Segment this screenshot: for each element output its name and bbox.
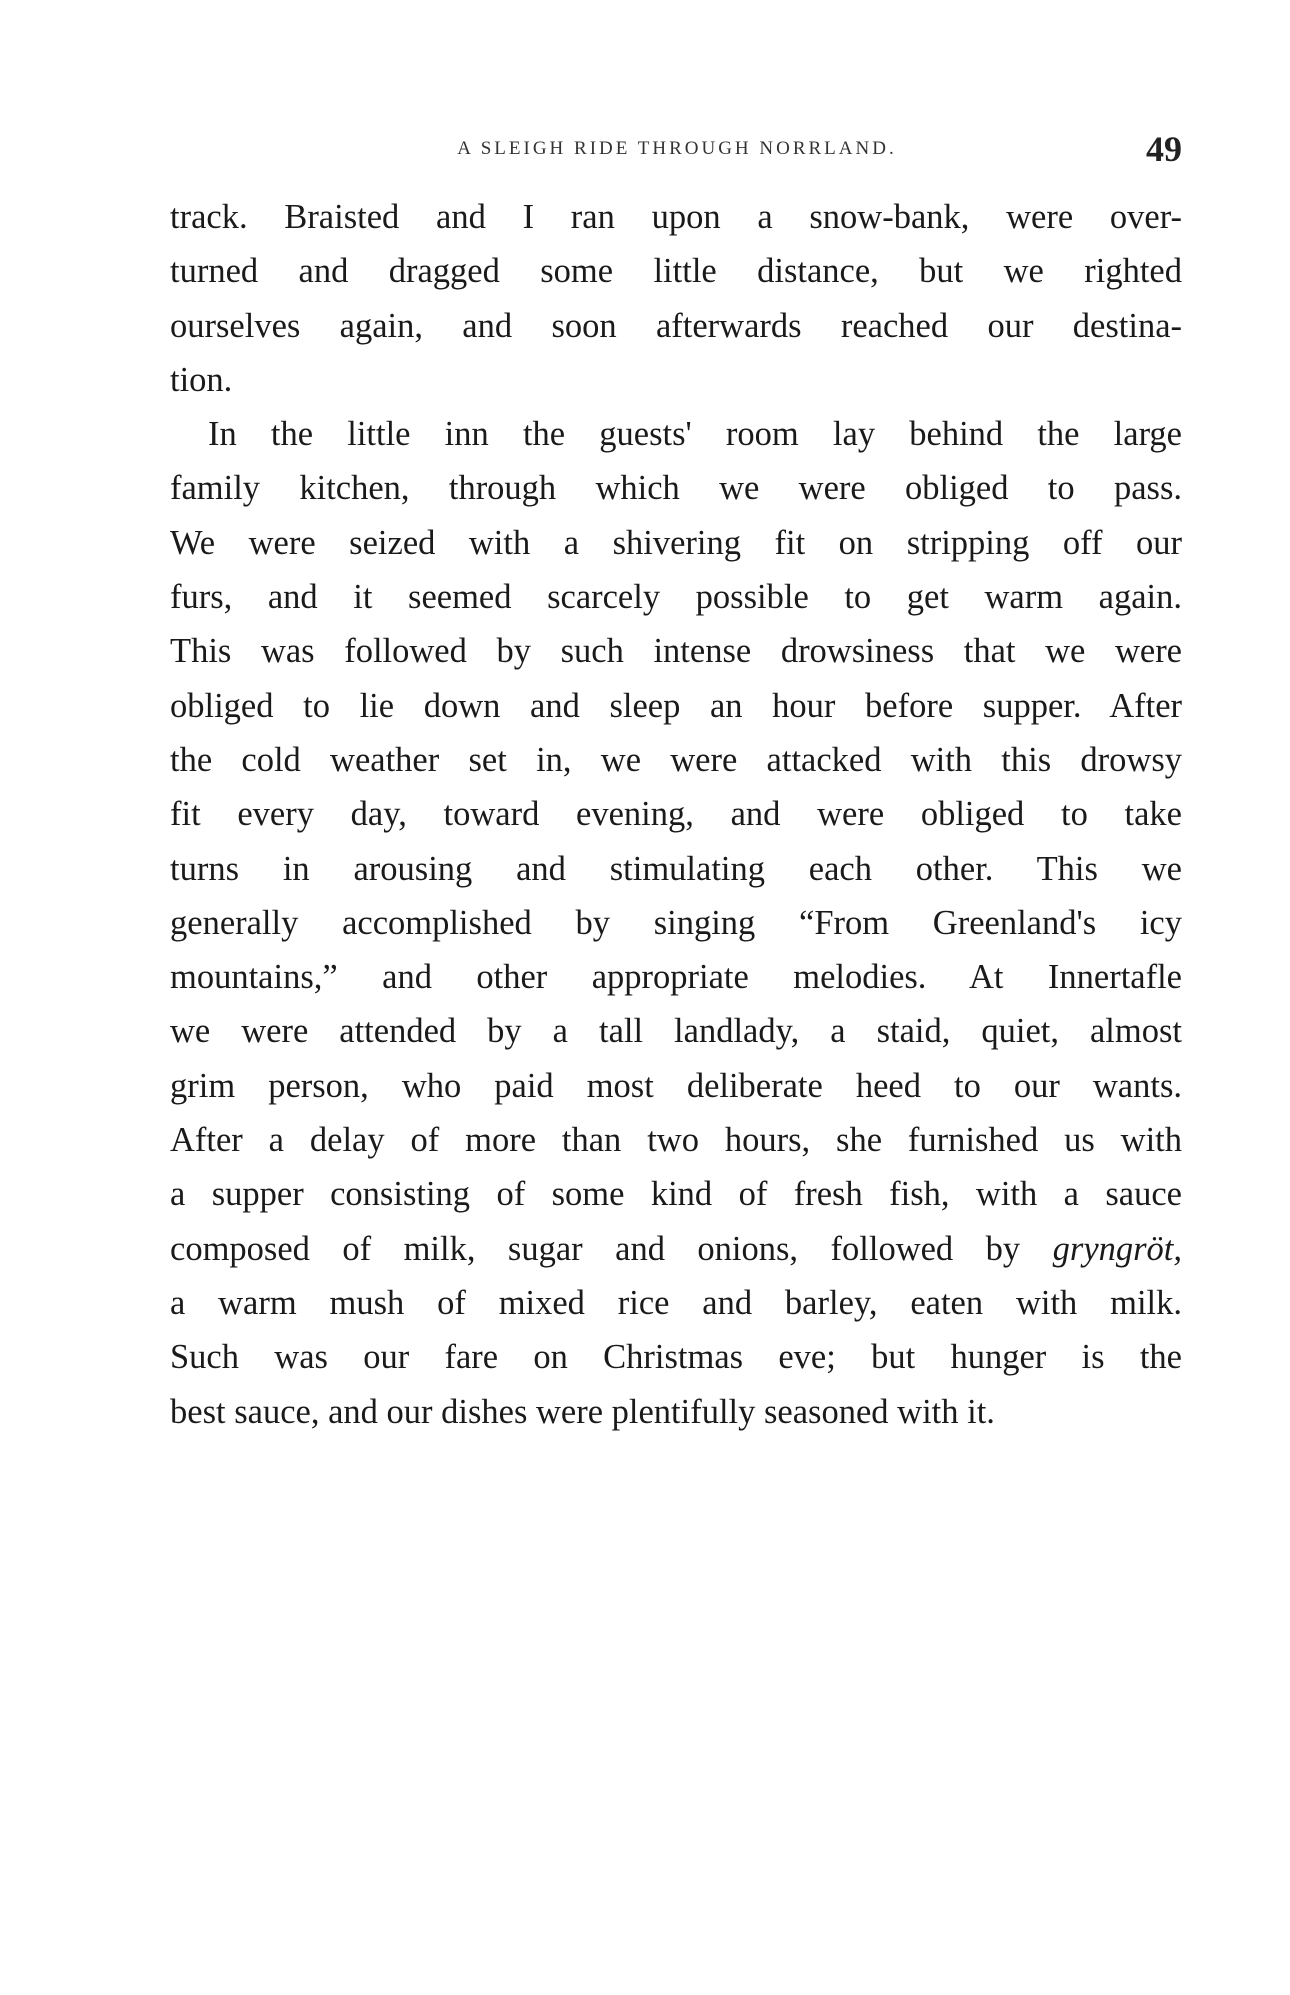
text-line: we were attended by a tall landlady, a staid, quiet, almost bbox=[170, 1012, 1182, 1051]
text-line: fit every day, toward evening, and were obliged to take bbox=[170, 795, 1182, 834]
italic-term: gryngröt, bbox=[1052, 1229, 1183, 1268]
text-line: After a delay of more than two hours, she furnished us with bbox=[170, 1121, 1182, 1160]
running-title: A SLEIGH RIDE THROUGH NORRLAND. bbox=[457, 138, 897, 159]
text-line: family kitchen, through which we were obliged to pass. bbox=[170, 469, 1182, 508]
text-line: ourselves again, and soon afterwards reached our destina- bbox=[170, 306, 1182, 345]
text-segment: composed of milk, sugar and onions, followed by bbox=[170, 1229, 1021, 1268]
text-line-with-italic bbox=[170, 1222, 1182, 1276]
text-line: generally accomplished by singing “From Greenland's icy bbox=[170, 903, 1182, 942]
text-line: Such was our fare on Christmas eve; but hunger is the bbox=[170, 1338, 1182, 1377]
text-line: furs, and it seemed scarcely possible to get warm again. bbox=[170, 578, 1182, 617]
text-line: a warm mush of mixed rice and barley, eaten with milk. bbox=[170, 1283, 1182, 1322]
page-number: 49 bbox=[1146, 129, 1182, 169]
text-line: turned and dragged some little distance, but we righted bbox=[170, 252, 1182, 291]
text-line: We were seized with a shivering fit on stripping off our bbox=[170, 523, 1182, 562]
text-line: the cold weather set in, we were attacked with this drowsy bbox=[170, 740, 1182, 779]
text-line: tion. bbox=[170, 360, 233, 399]
text-line: This was followed by such intense drowsiness that we were bbox=[170, 632, 1182, 671]
running-head bbox=[172, 128, 1182, 168]
text-line: grim person, who paid most deliberate heed to our wants. bbox=[170, 1066, 1182, 1105]
text-line: best sauce, and our dishes were plentifully seasoned with it. bbox=[170, 1392, 995, 1431]
text-line: track. Braisted and I ran upon a snow-bank, were over- bbox=[170, 198, 1182, 236]
text-line: mountains,” and other appropriate melodies. At Innertafle bbox=[170, 958, 1182, 997]
text-line: a supper consisting of some kind of fresh fish, with a sauce bbox=[170, 1175, 1182, 1214]
text-line: turns in arousing and stimulating each other. This we bbox=[170, 849, 1182, 888]
text-line: In the little inn the guests' room lay behind the large bbox=[208, 415, 1182, 454]
text-line: obliged to lie down and sleep an hour before supper. After bbox=[170, 686, 1182, 725]
body-text bbox=[170, 190, 1182, 1439]
